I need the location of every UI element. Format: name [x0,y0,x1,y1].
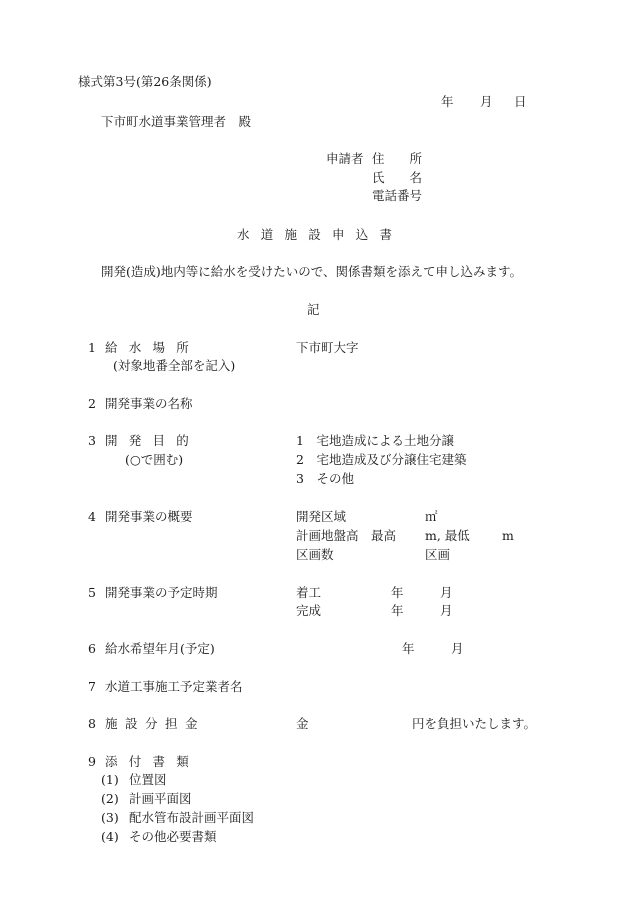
date-month: 月 [480,94,493,109]
item-label: 施設分担金 [105,716,206,731]
hope-year: 年 [402,641,415,656]
item-number: 1 [88,340,96,355]
height-min-unit: m [502,528,514,543]
lots-unit: 区画 [425,547,451,562]
height-label: 計画地盤高 最高 [296,528,397,543]
item-label: 添付書類 [105,754,201,769]
item-note: (○で囲む) [125,452,184,467]
date-day: 日 [514,94,527,109]
attachment-text: 計画平面図 [129,791,192,806]
item-number: 7 [88,679,96,694]
item-label: 給水場所 [105,340,201,355]
lots-label: 区画数 [296,547,334,562]
attachment-text: 位置図 [129,772,167,787]
document-title: 水道施設申込書 [237,227,404,242]
attachment-number: (4) [101,829,119,844]
purpose-option: 3 その他 [296,471,354,486]
date-year: 年 [441,94,454,109]
purpose-option: 1 宅地造成による土地分譲 [296,433,454,448]
item-number: 8 [88,716,96,731]
applicant-address-label: 住 所 [372,151,423,166]
purpose-option: 2 宅地造成及び分譲住宅建築 [296,452,467,467]
start-label: 着工 [296,585,322,600]
end-label: 完成 [296,603,322,618]
start-year: 年 [391,585,404,600]
item-label: 開発事業の予定時期 [105,585,218,600]
item-number: 6 [88,641,96,656]
item-note: (対象地番全部を記入) [113,358,236,373]
attachment-number: (2) [101,791,119,806]
area-label: 開発区域 [296,509,347,524]
item-value: 下市町大字 [296,340,359,355]
item-label: 開発目的 [105,433,201,448]
attachment-number: (3) [101,810,119,825]
amount-prefix: 金 [296,716,309,731]
item-label: 給水希望年月(予定) [105,641,215,656]
ki-mark: 記 [307,302,320,317]
start-month: 月 [440,585,453,600]
amount-suffix: 円を負担いたします。 [412,716,537,731]
end-month: 月 [440,603,453,618]
item-label: 開発事業の概要 [105,509,193,524]
intro-text: 開発(造成)地内等に給水を受けたいので、関係書類を添えて申し込みます。 [101,264,523,279]
attachment-text: 配水管布設計画平面図 [129,810,255,825]
height-max-unit: m, 最低 [425,528,470,543]
form-number: 様式第3号(第26条関係) [78,74,212,89]
item-number: 9 [88,754,96,769]
applicant-phone-label: 電話番号 [372,188,423,203]
applicant-heading: 申請者 [326,151,364,166]
item-label: 開発事業の名称 [105,396,193,411]
addressee: 下市町水道事業管理者 殿 [101,114,252,129]
item-number: 4 [88,509,96,524]
area-unit: ㎡ [425,509,438,524]
item-number: 2 [88,396,96,411]
hope-month: 月 [451,641,464,656]
attachment-number: (1) [101,772,119,787]
attachment-text: その他必要書類 [129,829,217,844]
applicant-name-label: 氏 名 [372,170,423,185]
end-year: 年 [391,603,404,618]
item-number: 3 [88,433,96,448]
item-label: 水道工事施工予定業者名 [105,679,243,694]
item-number: 5 [88,585,96,600]
